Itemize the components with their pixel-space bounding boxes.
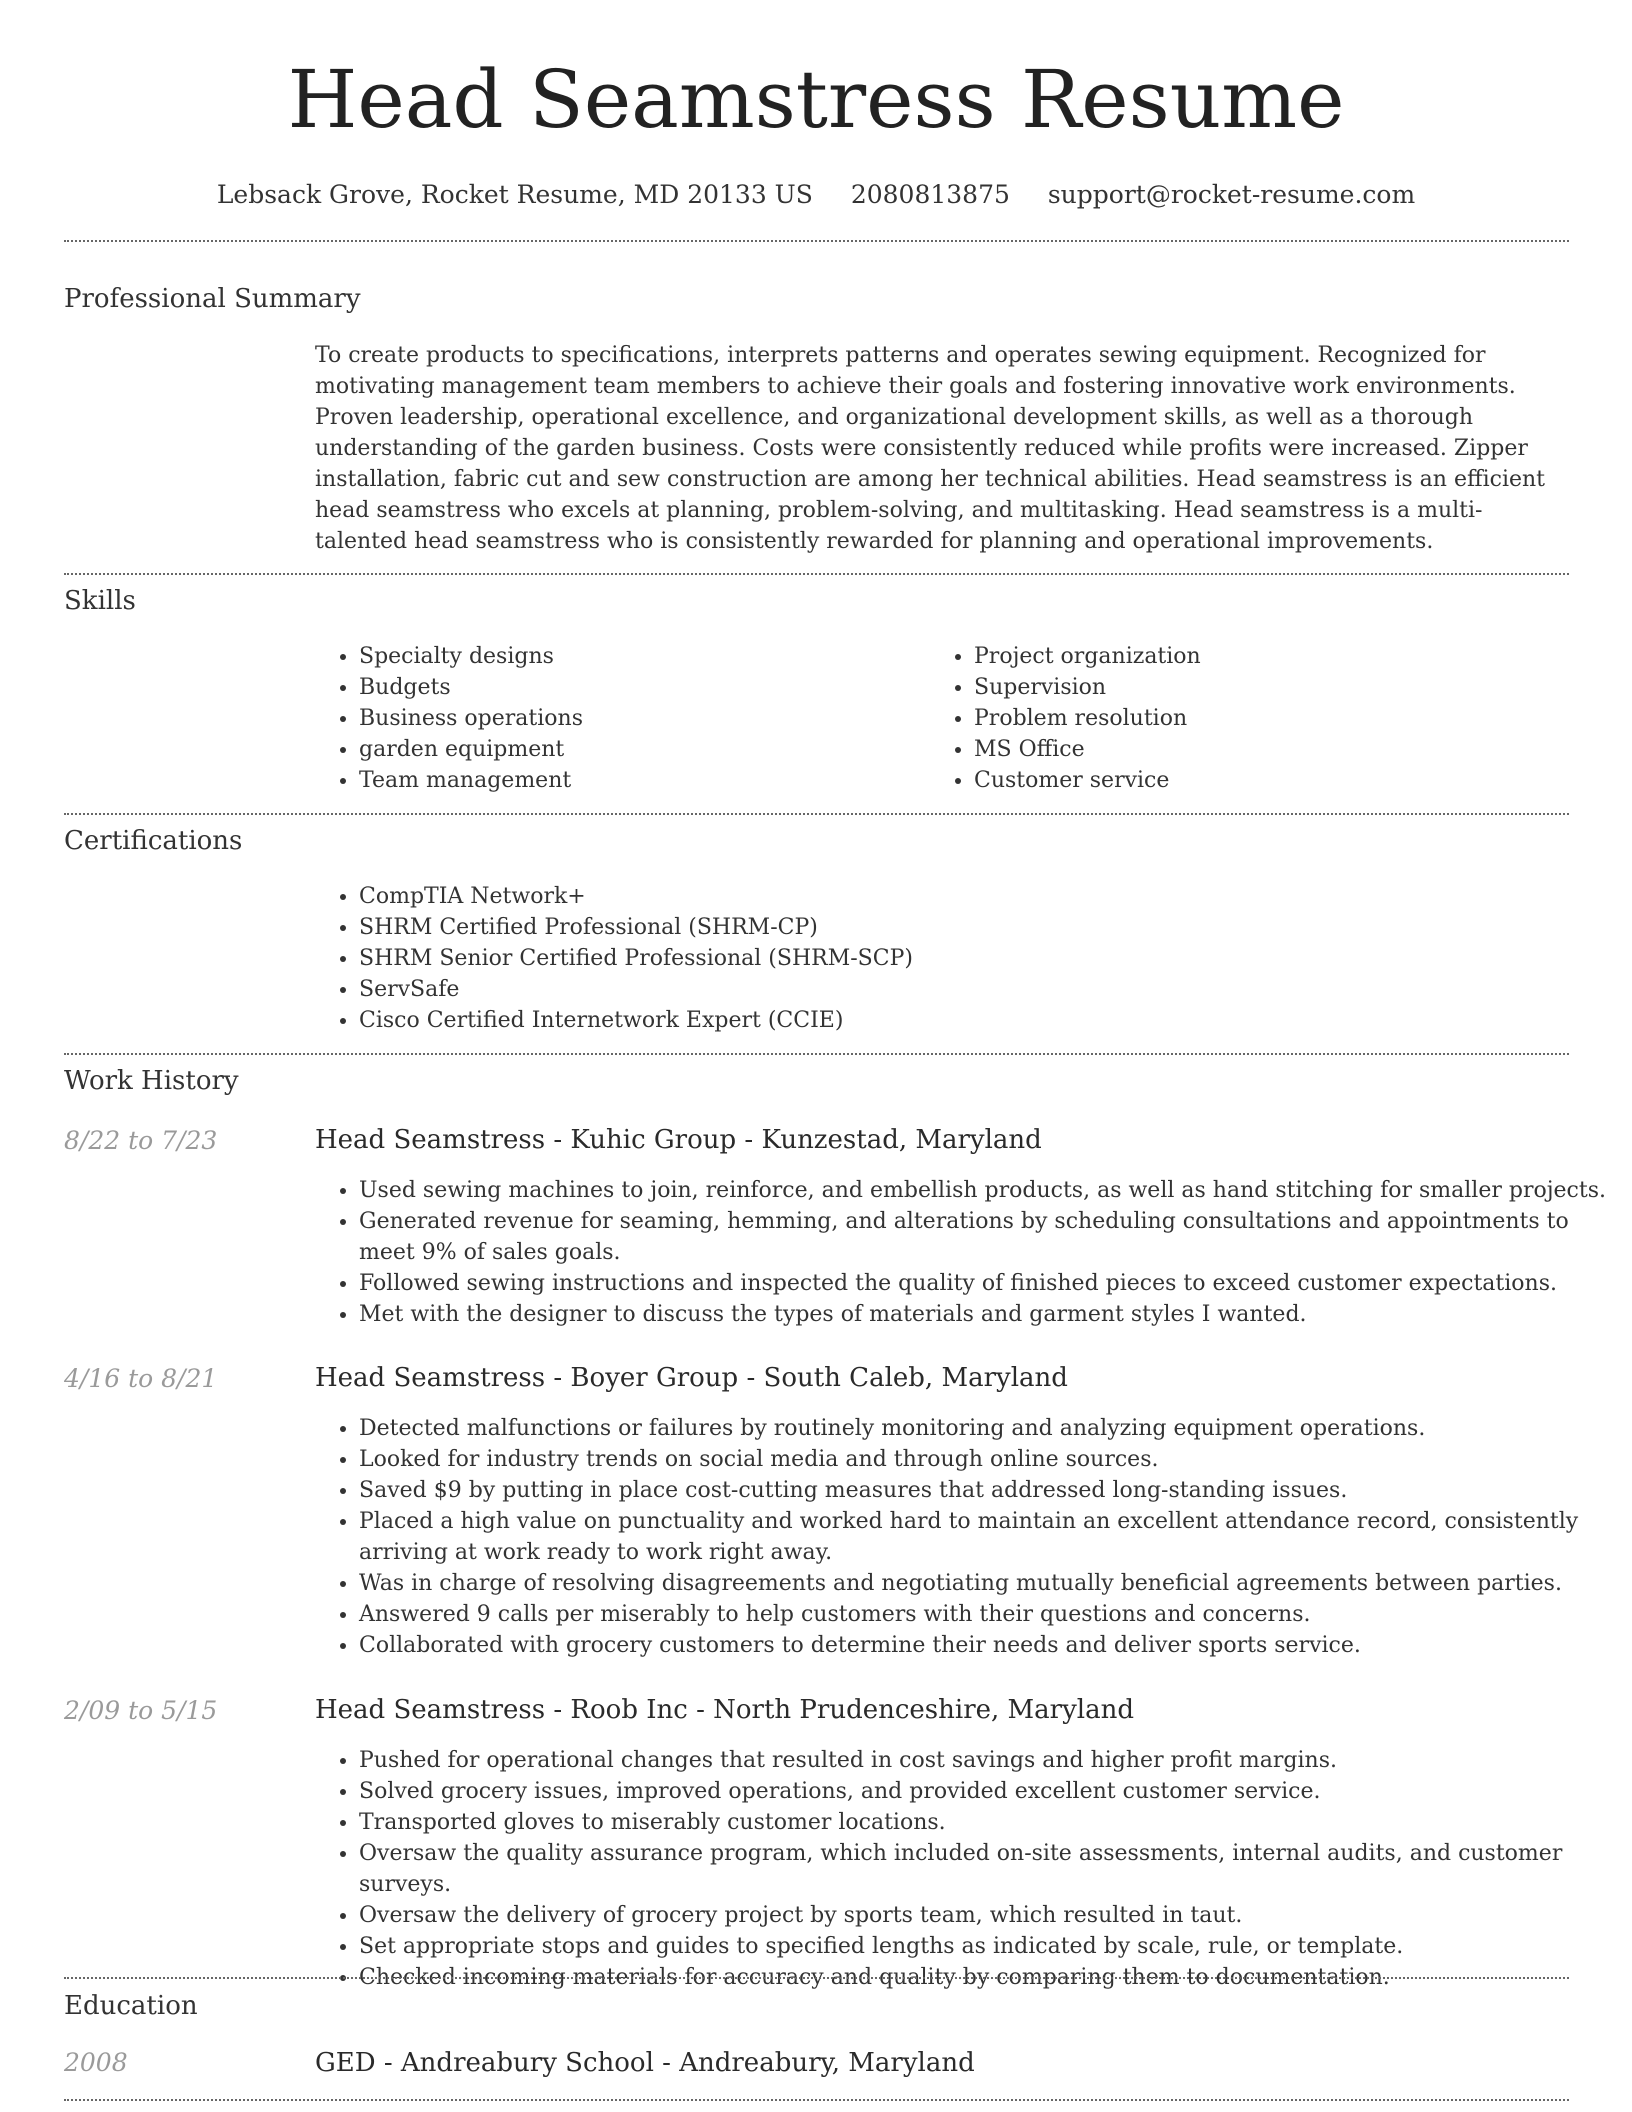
contact-line <box>0 178 1632 212</box>
job-bullets <box>315 1745 1614 1993</box>
job-bullet: • Transported gloves to miserably customer locations. <box>359 1807 1614 1838</box>
contact-email: support@rocket-resume.com <box>1047 180 1416 209</box>
skill-item: • Project organization <box>974 641 1574 672</box>
skill-item: • garden equipment <box>359 734 919 765</box>
job-bullet: • Answered 9 calls per miserably to help customers with their questions and concerns. <box>359 1599 1614 1630</box>
divider <box>64 1053 1569 1055</box>
job-title: Head Seamstress - Boyer Group - South Caleb, Maryland <box>315 1363 1068 1393</box>
certifications-list <box>315 881 1559 1036</box>
summary-heading: Professional Summary <box>64 284 361 314</box>
page-title: Head Seamstress Resume <box>287 53 1345 146</box>
job-bullet: • Collaborated with grocery customers to determine their needs and deliver sports service. <box>359 1630 1614 1661</box>
certification-item: • SHRM Senior Certified Professional (SHRM-SCP) <box>359 943 1559 974</box>
certification-item: • CompTIA Network+ <box>359 881 1559 912</box>
divider <box>64 2099 1569 2101</box>
job-bullet: • Checked incoming materials for accuracy and quality by comparing them to documentation. <box>359 1962 1614 1993</box>
divider <box>64 240 1569 242</box>
certifications-heading: Certifications <box>64 826 243 856</box>
skill-item: • Business operations <box>359 703 919 734</box>
skill-item: • Budgets <box>359 672 919 703</box>
education-year: 2008 <box>64 2048 128 2077</box>
skill-item: • Specialty designs <box>359 641 919 672</box>
skills-list-left <box>315 641 919 796</box>
job-title: Head Seamstress - Roob Inc - North Prudenceshire, Maryland <box>315 1695 1134 1725</box>
job-dates: 8/22 to 7/23 <box>64 1126 218 1155</box>
summary-text: To create products to specifications, interprets patterns and operates sewing equipment. Recognized for motivating management team members to achieve their goals and fostering innovative work environments. Proven leadership, operational excellence, and organizational development skills, as well as a thorough understanding of the garden business. Costs were consistently reduced while profits were increased. Zipper installation, fabric cut and sew construction are among her technical abilities. Head seamstress is an efficient head seamstress who excels at planning, problem-solving, and multitasking. Head seamstress is a multi-talented head seamstress who is consistently rewarded for planning and operational improvements. <box>315 343 1546 554</box>
certification-item: • ServSafe <box>359 974 1559 1005</box>
job-bullet: • Saved $9 by putting in place cost-cutting measures that addressed long-standing issues. <box>359 1475 1614 1506</box>
job-bullet: • Followed sewing instructions and inspected the quality of finished pieces to exceed customer expectations. <box>359 1268 1614 1299</box>
job-bullet: • Solved grocery issues, improved operations, and provided excellent customer service. <box>359 1776 1614 1807</box>
education-entry: GED - Andreabury School - Andreabury, Maryland <box>315 2048 975 2078</box>
divider <box>64 573 1569 575</box>
skill-item: • Problem resolution <box>974 703 1574 734</box>
job-bullet: • Set appropriate stops and guides to specified lengths as indicated by scale, rule, or template. <box>359 1931 1614 1962</box>
skill-item: • Customer service <box>974 765 1574 796</box>
certification-item: • SHRM Certified Professional (SHRM-CP) <box>359 912 1559 943</box>
contact-address: Lebsack Grove, Rocket Resume, MD 20133 US <box>216 180 813 209</box>
job-bullet: • Detected malfunctions or failures by routinely monitoring and analyzing equipment operations. <box>359 1413 1614 1444</box>
skill-item: • MS Office <box>974 734 1574 765</box>
work-heading: Work History <box>64 1066 239 1096</box>
skills-list-right <box>930 641 1574 796</box>
job-dates: 4/16 to 8/21 <box>64 1364 218 1393</box>
certification-item: • Cisco Certified Internetwork Expert (CCIE) <box>359 1005 1559 1036</box>
job-bullet: • Was in charge of resolving disagreements and negotiating mutually beneficial agreements between parties. <box>359 1568 1614 1599</box>
job-bullet: • Looked for industry trends on social media and through online sources. <box>359 1444 1614 1475</box>
job-bullet: • Met with the designer to discuss the types of materials and garment styles I wanted. <box>359 1299 1614 1330</box>
job-bullets <box>315 1175 1614 1330</box>
job-bullet: • Oversaw the delivery of grocery project by sports team, which resulted in taut. <box>359 1900 1614 1931</box>
job-bullet: • Used sewing machines to join, reinforce, and embellish products, as well as hand stitching for smaller projects. <box>359 1175 1614 1206</box>
divider <box>64 813 1569 815</box>
job-title: Head Seamstress - Kuhic Group - Kunzestad, Maryland <box>315 1125 1042 1155</box>
contact-phone: 2080813875 <box>850 180 1010 209</box>
job-bullets <box>315 1413 1614 1661</box>
job-bullet: • Oversaw the quality assurance program, which included on-site assessments, internal audits, and customer surveys. <box>359 1838 1614 1900</box>
job-bullet: • Pushed for operational changes that resulted in cost savings and higher profit margins. <box>359 1745 1614 1776</box>
skill-item: • Team management <box>359 765 919 796</box>
job-bullet: • Generated revenue for seaming, hemming, and alterations by scheduling consultations and appointments to meet 9% of sales goals. <box>359 1206 1614 1268</box>
skills-heading: Skills <box>64 586 136 616</box>
education-heading: Education <box>64 1991 198 2021</box>
job-dates: 2/09 to 5/15 <box>64 1696 218 1725</box>
job-bullet: • Placed a high value on punctuality and worked hard to maintain an excellent attendance record, consistently arriving at work ready to work right away. <box>359 1506 1614 1568</box>
divider <box>64 1977 1569 1979</box>
skill-item: • Supervision <box>974 672 1574 703</box>
